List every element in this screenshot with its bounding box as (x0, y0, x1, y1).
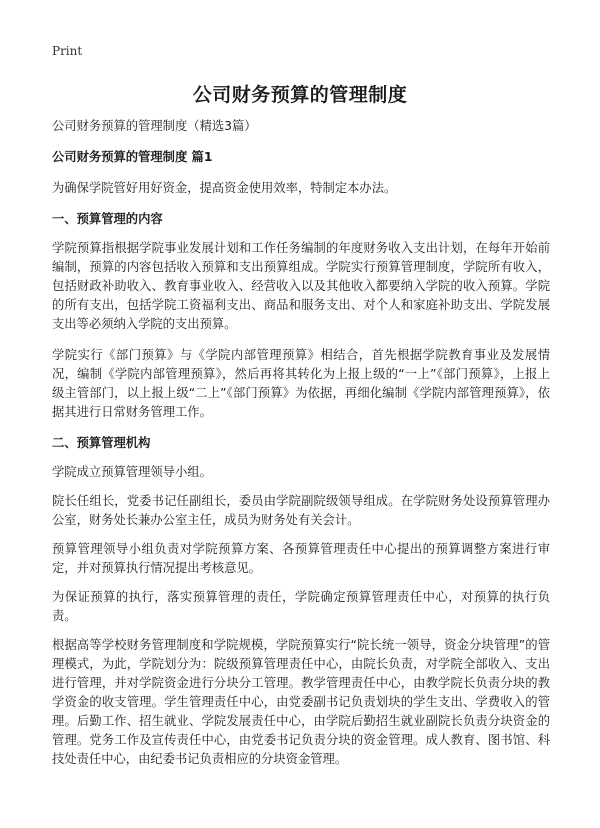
section2-paragraph-3: 预算管理领导小组负责对学院预算方案、各预算管理责任中心提出的预算调整方案进行审定，并对预算执行情况提出考核意见。 (52, 542, 550, 575)
section-heading-2: 二、预算管理机构 (52, 436, 151, 450)
page-title: 公司财务预算的管理制度 (192, 84, 408, 106)
section2-paragraph-5: 根据高等学校财务管理制度和学院规模，学院预算实行“院长统一领导，资金分块管理”的管理模式，为此，学院划分为：院级预算管理责任中心，由院长负责，对学院全部收入、支出进行管理，并对学院资金进行分块分工管理。教学管理责任中心，由教学院长负责分块的教学资金的收支管理。学生管理责任中心，由党委副书记负责划块的学生支出、学费收入的管理。后勤工作、招生就业、学院发展责任中心，由学院后勤招生就业副院长负责分块资金的管理。党务工作及宣传责任中心，由党委书记负责分块的资金管理。成人教育、图书馆、科技处责任中心，由纪委书记负责相应的分块资金管理。 (52, 638, 550, 766)
article-title: 公司财务预算的管理制度 篇1 (52, 150, 213, 164)
section2-paragraph-2: 院长任组长，党委书记任副组长，委员由学院副院级领导组成。在学院财务处设预算管理办公室，财务处长兼办公室主任，成员为财务处有关会计。 (52, 494, 550, 527)
print-link[interactable]: Print (52, 44, 83, 58)
section2-paragraph-4: 为保证预算的执行，落实预算管理的责任，学院确定预算管理责任中心，对预算的执行负责。 (52, 590, 550, 623)
section1-paragraph-2: 学院实行《部门预算》与《学院内部管理预算》相结合，首先根据学院教育事业及发展情况，编制《学院内部管理预算》，然后再将其转化为上报上级的“一上”《部门预算》，上报上级主管部门，以上报上级“二上”《部门预算》为依据，再细化编制《学院内部管理预算》，依据其进行日常财务管理工作。 (52, 348, 550, 419)
intro-paragraph: 为确保学院管好用好资金，提高资金使用效率，特制定本办法。 (52, 181, 397, 195)
document-body (52, 117, 550, 779)
section2-paragraph-1: 学院成立预算管理领导小组。 (52, 465, 212, 479)
section1-paragraph-1: 学院预算指根据学院事业发展计划和工作任务编制的年度财务收入支出计划，在每年开始前编制，预算的内容包括收入预算和支出预算组成。学院实行预算管理制度，学院所有收入，包括财政补助收入、教育事业收入、经营收入以及其他收入都要纳入学院的收入预算。学院的所有支出，包括学院工资福利支出、商品和服务支出、对个人和家庭补助支出、学院发展支出等必须纳入学院的支出预算。 (52, 241, 550, 331)
document-subtitle: 公司财务预算的管理制度（精选3篇） (52, 119, 257, 133)
section-heading-1: 一、预算管理的内容 (52, 212, 163, 226)
